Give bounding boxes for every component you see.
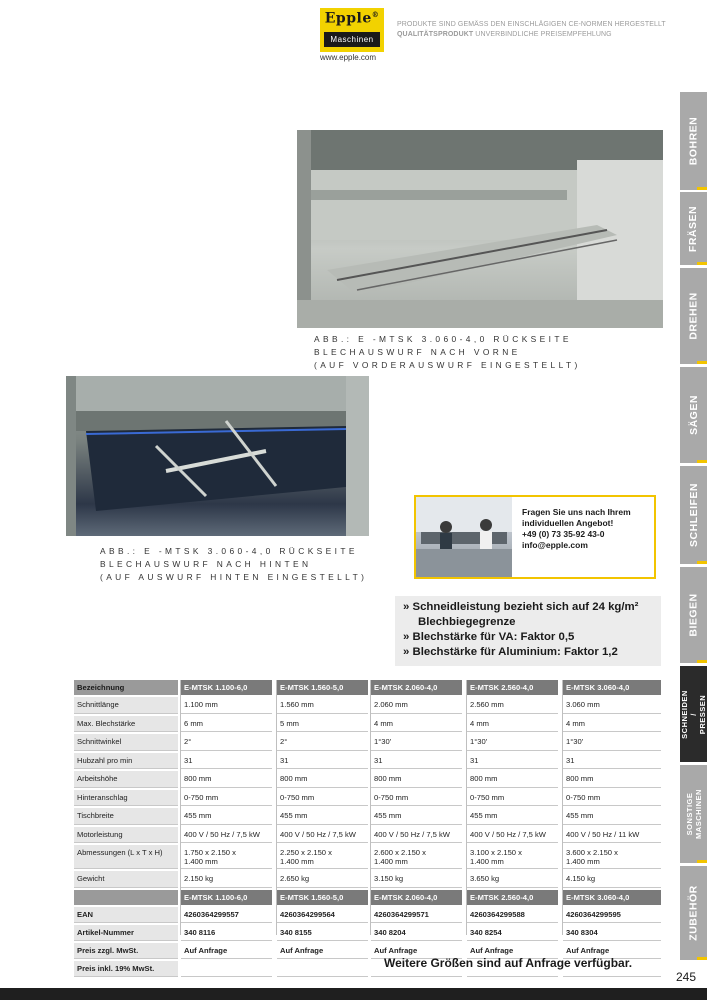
table-cell: 4260364299595 — [563, 907, 661, 923]
column-divider — [180, 680, 181, 935]
caption-1-line-3: (AUF VORDERAUSWURF EINGESTELLT) — [314, 360, 581, 370]
table-row — [74, 716, 661, 734]
table-row — [74, 697, 661, 715]
table-cell: 800 mm — [467, 771, 558, 788]
tab-label: DREHEN — [687, 292, 700, 340]
tab-biegen[interactable] — [680, 567, 707, 663]
table-cell: 31 — [563, 753, 661, 770]
table-cell: 400 V / 50 Hz / 7,5 kW — [277, 827, 368, 844]
row-label: Gewicht — [74, 871, 178, 888]
tab-saegen[interactable] — [680, 367, 707, 463]
feature-3: » Blechstärke für Aluminium: Faktor 1,2 — [403, 646, 618, 658]
tab-accent — [697, 561, 707, 564]
tab-accent — [697, 860, 707, 863]
tab-schleifen[interactable] — [680, 466, 707, 564]
row-label: Motorleistung — [74, 827, 178, 844]
feature-2: » Blechstärke für VA: Faktor 0,5 — [403, 631, 575, 643]
tab-label: BOHREN — [687, 116, 700, 166]
table-cell: 2.650 kg — [277, 871, 368, 888]
table-cell: 340 8204 — [371, 925, 462, 941]
caption-2-line-1: ABB.: E -MTSK 3.060-4,0 RÜCKSEITE — [100, 546, 358, 556]
tab-label: SCHNEIDEN / PRESSEN — [680, 689, 707, 739]
table-cell: 800 mm — [563, 771, 661, 788]
row-label: Abmessungen (L x T x H) — [74, 845, 178, 869]
tab-label: SCHLEIFEN — [687, 482, 700, 548]
row-label: Preis inkl. 19% MwSt. — [74, 961, 178, 977]
table-row — [74, 845, 661, 870]
contact-phone[interactable]: +49 (0) 73 35-92 43-0 — [522, 529, 605, 539]
caption-photo-1 — [314, 333, 581, 372]
table-cell: 800 mm — [181, 771, 272, 788]
tab-accent — [697, 187, 707, 190]
table-row — [74, 808, 661, 826]
table-cell: 31 — [371, 753, 462, 770]
caption-photo-2 — [100, 545, 367, 584]
table-cell: 455 mm — [277, 808, 368, 825]
table-cell: E-MTSK 3.060-4,0 — [563, 680, 661, 695]
tab-schneiden-pressen[interactable] — [680, 666, 707, 762]
table-cell: Auf Anfrage — [563, 943, 661, 959]
tab-label: BIEGEN — [687, 593, 700, 637]
tab-bohren[interactable] — [680, 92, 707, 190]
table-cell: 31 — [467, 753, 558, 770]
table-cell: 1°30' — [563, 734, 661, 751]
column-divider — [276, 680, 277, 935]
tab-label-wrap — [680, 466, 707, 564]
bottom-bar — [0, 988, 707, 1000]
row-label: Schnittlänge — [74, 697, 178, 714]
contact-text — [522, 507, 631, 551]
table-row — [74, 753, 661, 771]
table-cell — [277, 961, 368, 977]
row-label: Hinteranschlag — [74, 790, 178, 807]
row-label — [74, 890, 178, 905]
table-row — [74, 871, 661, 889]
table-cell: Auf Anfrage — [371, 943, 462, 959]
table-cell: 31 — [277, 753, 368, 770]
tab-accent — [697, 957, 707, 960]
column-divider — [370, 680, 371, 935]
table-cell: E-MTSK 1.560-5,0 — [277, 680, 368, 695]
table-cell: 0-750 mm — [181, 790, 272, 807]
contact-line-1: Fragen Sie uns nach Ihrem — [522, 507, 631, 517]
table-cell: 2.150 kg — [181, 871, 272, 888]
table-cell: 340 8304 — [563, 925, 661, 941]
table-cell: 1.750 x 2.150 x 1.400 mm — [181, 845, 272, 869]
feature-list — [395, 596, 661, 666]
table-cell: 2.060 mm — [371, 697, 462, 714]
row-label: EAN — [74, 907, 178, 923]
tab-accent — [697, 262, 707, 265]
tab-accent — [697, 660, 707, 663]
table-cell: E-MTSK 2.560-4,0 — [467, 680, 558, 695]
table-cell: 1.100 mm — [181, 697, 272, 714]
machine-photo-rear-ejection — [66, 376, 369, 536]
table-cell: Auf Anfrage — [277, 943, 368, 959]
table-row — [74, 827, 661, 845]
row-label: Arbeitshöhe — [74, 771, 178, 788]
contact-line-2: individuellen Angebot! — [522, 518, 614, 528]
table-cell: E-MTSK 2.560-4,0 — [467, 890, 558, 905]
page-number: 245 — [676, 970, 697, 984]
table-cell: Auf Anfrage — [467, 943, 558, 959]
table-cell: 3.650 kg — [467, 871, 558, 888]
row-label: Tischbreite — [74, 808, 178, 825]
table-cell: 0-750 mm — [563, 790, 661, 807]
tagline-line-2 — [397, 30, 666, 40]
table-cell: 400 V / 50 Hz / 7,5 kW — [181, 827, 272, 844]
row-label: Max. Blechstärke — [74, 716, 178, 733]
table-row — [74, 790, 661, 808]
table-cell: 4260364299557 — [181, 907, 272, 923]
order-row — [74, 907, 661, 924]
registered-mark: ® — [371, 10, 380, 19]
row-label: Preis zzgl. MwSt. — [74, 943, 178, 959]
caption-2-line-2: BLECHAUSWURF NACH HINTEN — [100, 559, 312, 569]
contact-email[interactable]: info@epple.com — [522, 540, 588, 550]
tab-label-wrap — [680, 367, 707, 463]
tagline — [397, 20, 666, 40]
table-cell: 31 — [181, 753, 272, 770]
epple-logo[interactable] — [320, 8, 384, 52]
table-cell: 1°30' — [467, 734, 558, 751]
tab-label-wrap — [680, 666, 707, 762]
table-cell: 400 V / 50 Hz / 7,5 kW — [371, 827, 462, 844]
table-cell: 3.060 mm — [563, 697, 661, 714]
table-cell: 2° — [277, 734, 368, 751]
contact-box — [414, 495, 656, 579]
table-cell: 4 mm — [371, 716, 462, 733]
tab-label-wrap — [680, 92, 707, 190]
tagline-rest: UNVERBINDLICHE PREISEMPFEHLUNG — [473, 31, 612, 38]
table-cell: Auf Anfrage — [181, 943, 272, 959]
table-cell: 3.150 kg — [371, 871, 462, 888]
tab-label-wrap — [680, 268, 707, 364]
table-cell: 5 mm — [277, 716, 368, 733]
table-cell: 400 V / 50 Hz / 11 kW — [563, 827, 661, 844]
table-cell: 455 mm — [563, 808, 661, 825]
tab-label: SÄGEN — [687, 395, 700, 435]
table-cell: 0-750 mm — [371, 790, 462, 807]
table-cell: 2° — [181, 734, 272, 751]
tab-fraesen[interactable] — [680, 192, 707, 265]
tab-label: FRÄSEN — [687, 205, 700, 252]
caption-1-line-2: BLECHAUSWURF NACH VORNE — [314, 347, 521, 357]
table-cell: 0-750 mm — [467, 790, 558, 807]
tab-accent — [697, 460, 707, 463]
table-cell: 2.600 x 2.150 x 1.400 mm — [371, 845, 462, 869]
table-cell: 2.560 mm — [467, 697, 558, 714]
office-photo-art — [416, 497, 512, 577]
table-cell: 3.100 x 2.150 x 1.400 mm — [467, 845, 558, 869]
table-row — [74, 771, 661, 789]
logo-brand: Epple® — [324, 10, 380, 27]
tab-sonstige-maschinen[interactable] — [680, 765, 707, 863]
table-cell: 1.560 mm — [277, 697, 368, 714]
logo-sub: Maschinen — [324, 32, 380, 47]
table-cell: 800 mm — [277, 771, 368, 788]
table-row — [74, 734, 661, 752]
row-label: Hubzahl pro min — [74, 753, 178, 770]
table-cell: 4 mm — [467, 716, 558, 733]
tab-label-wrap — [680, 765, 707, 863]
table-cell: 340 8116 — [181, 925, 272, 941]
table-cell: 4260364299571 — [371, 907, 462, 923]
row-label: Artikel-Nummer — [74, 925, 178, 941]
column-divider — [562, 680, 563, 935]
table-cell: E-MTSK 3.060-4,0 — [563, 890, 661, 905]
table-cell: 1°30' — [371, 734, 462, 751]
table-cell: E-MTSK 1.100-6,0 — [181, 680, 272, 695]
table-cell: 2.250 x 2.150 x 1.400 mm — [277, 845, 368, 869]
feature-1: » Schneidleistung bezieht sich auf 24 kg/m² — [403, 601, 639, 613]
feature-1-cont: Blechbiegegrenze — [418, 616, 516, 628]
table-cell: 455 mm — [371, 808, 462, 825]
tab-label: ZUBEHÖR — [687, 885, 700, 941]
row-label: Schnittwinkel — [74, 734, 178, 751]
machine-photo-front-ejection-art — [297, 130, 663, 328]
table-cell: 400 V / 50 Hz / 7,5 kW — [467, 827, 558, 844]
table-cell: 340 8155 — [277, 925, 368, 941]
table-cell: 340 8254 — [467, 925, 558, 941]
column-divider — [466, 680, 467, 935]
tab-zubehoer[interactable] — [680, 866, 707, 960]
table-cell: 3.600 x 2.150 x 1.400 mm — [563, 845, 661, 869]
table-cell: 6 mm — [181, 716, 272, 733]
table-cell: E-MTSK 2.060-4,0 — [371, 680, 462, 695]
tab-drehen[interactable] — [680, 268, 707, 364]
tagline-bold: QUALITÄTSPRODUKT — [397, 31, 474, 38]
table-cell: E-MTSK 1.100-6,0 — [181, 890, 272, 905]
table-header-row — [74, 680, 661, 696]
table-cell: E-MTSK 2.060-4,0 — [371, 890, 462, 905]
caption-1-line-1: ABB.: E -MTSK 3.060-4,0 RÜCKSEITE — [314, 334, 572, 344]
tagline-line-1: PRODUKTE SIND GEMÄSS DEN EINSCHLÄGIGEN CE-NORMEN HERGESTELLT — [397, 21, 666, 28]
row-label: Bezeichnung — [74, 680, 178, 695]
table-cell: 4260364299564 — [277, 907, 368, 923]
tab-accent — [697, 361, 707, 364]
caption-2-line-3: (AUF AUSWURF HINTEN EINGESTELLT) — [100, 572, 368, 582]
table-cell: 800 mm — [371, 771, 462, 788]
machine-photo-front-ejection — [297, 130, 663, 328]
table-cell: 455 mm — [181, 808, 272, 825]
table-header-row — [74, 890, 661, 906]
machine-photo-rear-ejection-art — [66, 376, 369, 536]
website-url[interactable]: www.epple.com — [320, 53, 377, 62]
table-cell: E-MTSK 1.560-5,0 — [277, 890, 368, 905]
tab-label: SONSTIGE MASCHINEN — [684, 789, 703, 839]
footnote: Weitere Größen sind auf Anfrage verfügbar. — [384, 956, 633, 970]
order-row — [74, 925, 661, 942]
tab-label-wrap — [680, 567, 707, 663]
office-photo — [416, 497, 512, 577]
table-cell — [181, 961, 272, 977]
table-cell: 4 mm — [563, 716, 661, 733]
table-cell: 455 mm — [467, 808, 558, 825]
tab-label-wrap — [680, 866, 707, 960]
table-cell: 0-750 mm — [277, 790, 368, 807]
table-cell: 4260364299588 — [467, 907, 558, 923]
tab-label-wrap — [680, 192, 707, 265]
table-cell: 4.150 kg — [563, 871, 661, 888]
